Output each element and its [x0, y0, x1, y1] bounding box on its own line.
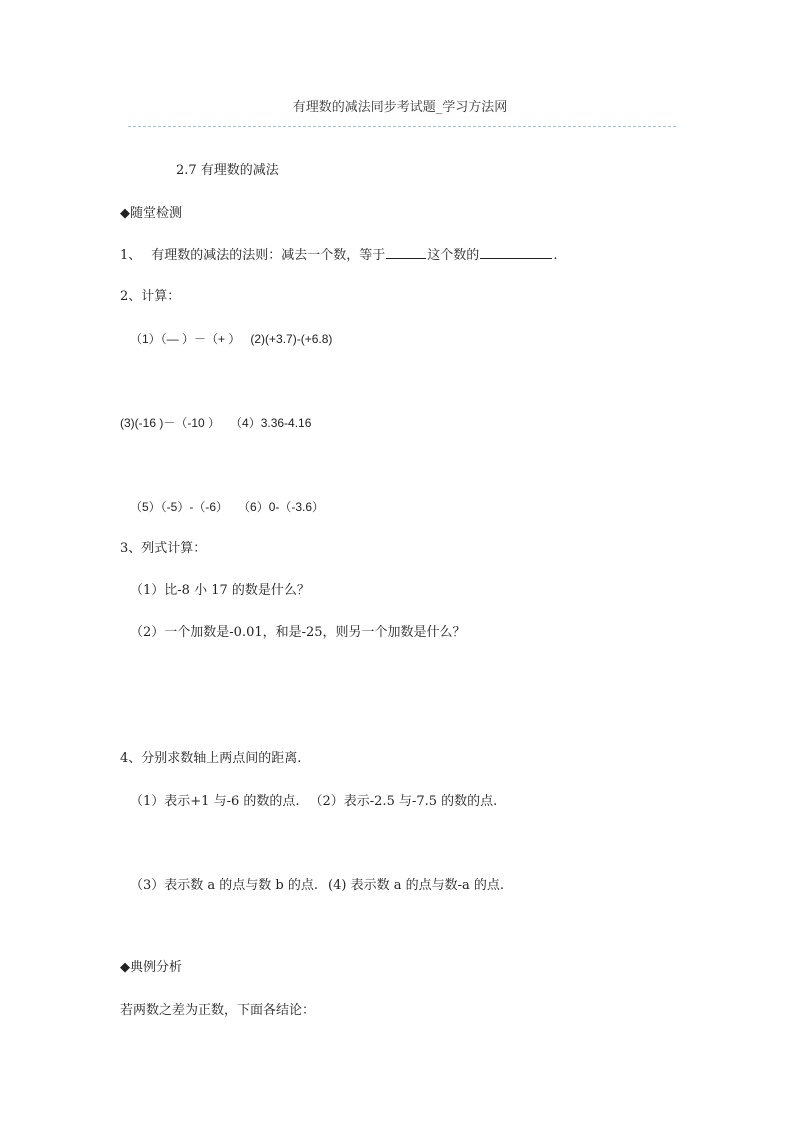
distance-item-4: (4) 表示数 a 的点与数-a 的点. — [328, 878, 504, 893]
question-3-label: 3、列式计算： — [120, 541, 207, 556]
question-1-number: 1、 — [120, 248, 142, 263]
distance-item-3: （3）表示数 a 的点与数 b 的点. — [130, 878, 319, 893]
distance-row-2 — [130, 877, 504, 895]
practice-heading: ◆随堂检测 — [120, 206, 182, 221]
distance-item-1: （1）表示+1 与-6 的数的点. — [130, 794, 300, 809]
question-4-label: 4、分别求数轴上两点间的距离. — [120, 751, 302, 766]
calc-row-3 — [130, 498, 324, 516]
question-1-text-before: 有理数的减法的法则：减去一个数，等于 — [151, 248, 386, 263]
section-title: 2.7 有理数的减法 — [176, 163, 279, 178]
calc-row-2 — [120, 414, 311, 432]
calc-item-4: （4）3.36-4.16 — [230, 416, 312, 430]
calc-item-2: (2)(+3.7)-(+6.8) — [250, 332, 333, 346]
page-header-title: 有理数的减法同步考试题_学习方法网 — [292, 100, 508, 115]
calc-item-5: （5）（-5）-（-6） — [130, 500, 229, 514]
calc-item-3: (3)(-16 )－（-10 ） — [120, 416, 221, 430]
header-divider — [128, 126, 676, 127]
calc-item-1: （1）（— ）－（+ ） — [130, 332, 241, 346]
answer-blank-2[interactable] — [480, 246, 552, 259]
distance-item-2: （2）表示-2.5 与-7.5 的数的点. — [309, 794, 498, 809]
answer-blank-1[interactable] — [386, 246, 426, 259]
calc-item-6: （6）0-（-3.6） — [238, 500, 325, 514]
examples-intro: 若两数之差为正数，下面各结论： — [120, 1003, 316, 1018]
calc-row-1 — [130, 330, 332, 348]
question-1-text-end: . — [553, 248, 558, 263]
examples-heading: ◆典例分析 — [120, 960, 182, 975]
question-3-item-1: （1）比-8 小 17 的数是什么？ — [130, 583, 310, 598]
question-2-label: 2、计算： — [120, 289, 181, 304]
question-1-text-middle: 这个数的 — [427, 248, 480, 263]
question-3-item-2: （2）一个加数是-0.01，和是-25，则另一个加数是什么？ — [130, 625, 466, 640]
question-1 — [120, 246, 557, 265]
distance-row-1 — [130, 793, 497, 811]
